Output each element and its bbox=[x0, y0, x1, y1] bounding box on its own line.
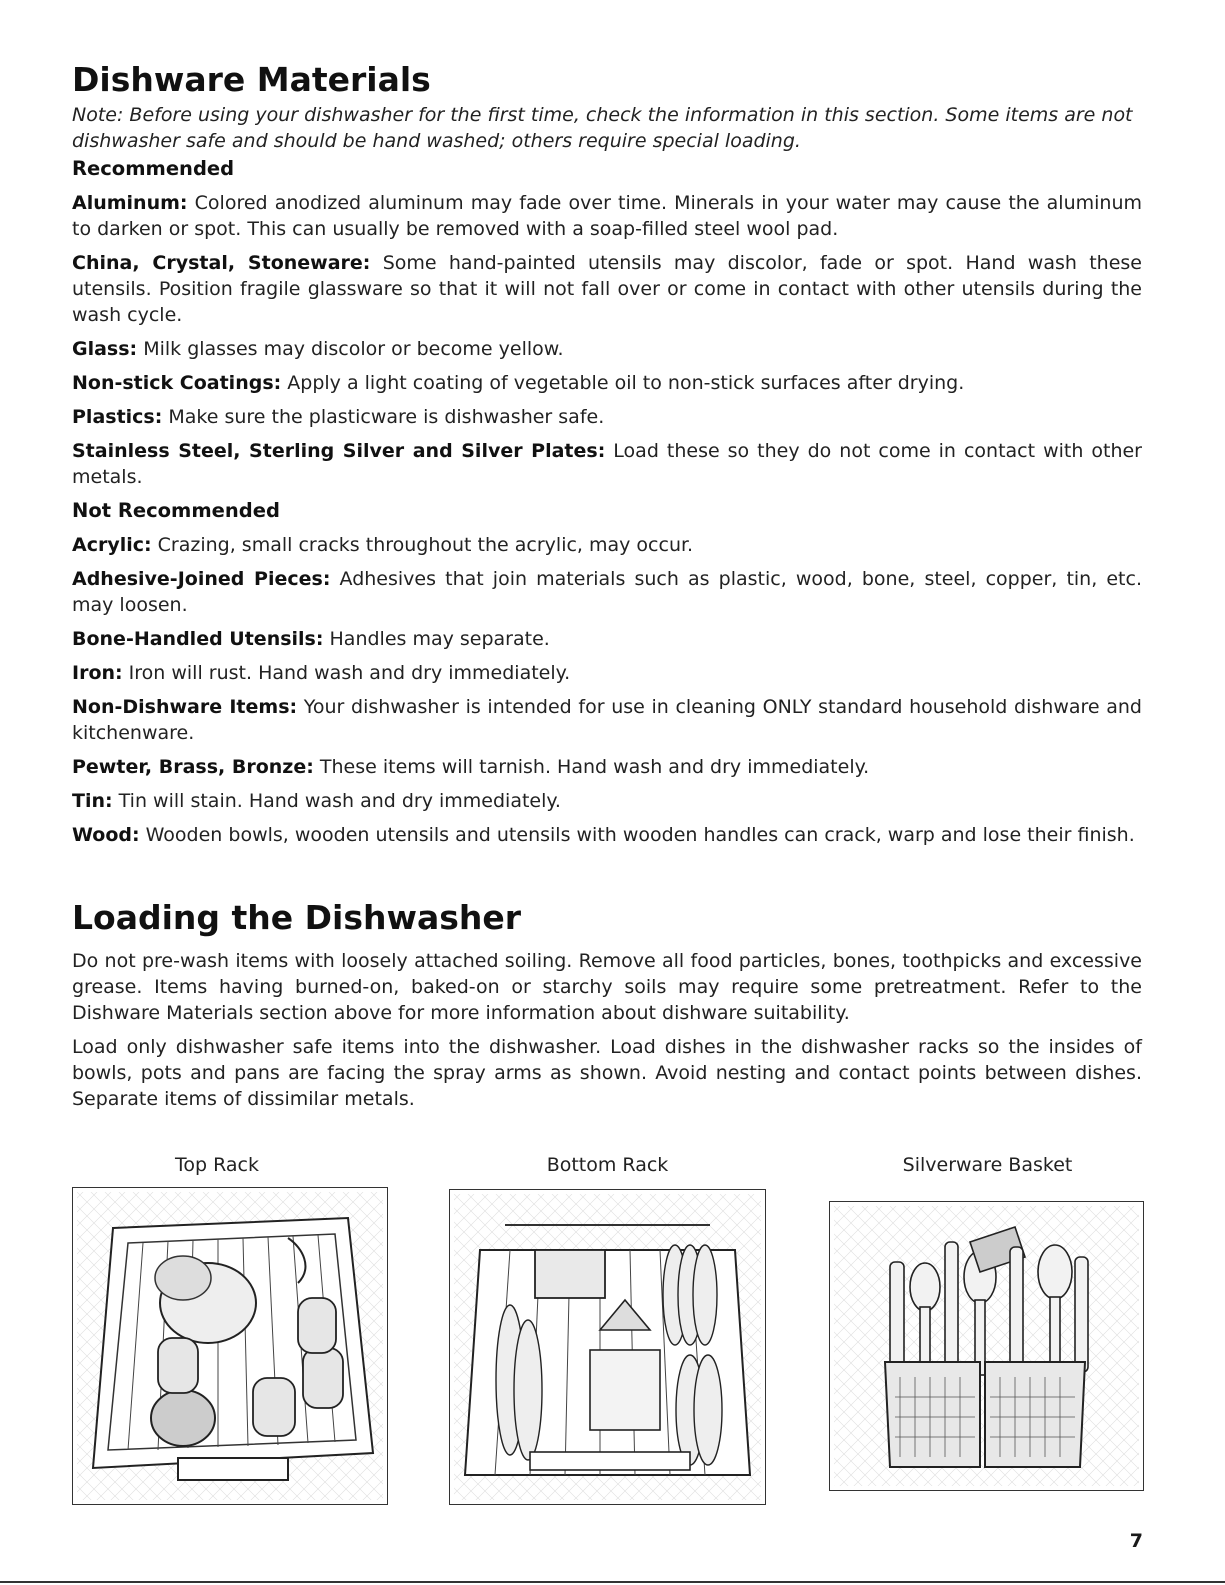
bottom-rack-illustration bbox=[449, 1189, 766, 1505]
figure-top-rack bbox=[72, 1153, 389, 1177]
material-item: Glass: Milk glasses may discolor or become yellow. bbox=[72, 338, 564, 360]
material-item: China, Crystal, Stoneware: Some hand-painted utensils may discolor, fade or spot. Hand wash these utensils. Position fragile glassware so that it will not fall over or come in contact with other utensils during the wash cycle. bbox=[72, 252, 1142, 326]
caption-silverware-basket: Silverware Basket bbox=[902, 1154, 1073, 1176]
materials-note: Note: Before using your dishwasher for the first time, check the information in this section. Some items are not dishwasher safe and should be hand washed; others require special loading. bbox=[72, 104, 1133, 152]
top-rack-illustration bbox=[72, 1187, 388, 1505]
section-title-loading: Loading the Dishwasher bbox=[72, 898, 522, 937]
loading-paragraph-2: Load only dishwasher safe items into the dishwasher. Load dishes in the dishwasher racks so the insides of bowls, pots and pans are facing the spray arms as shown. Avoid nesting and contact points between dishes. Separate items of dissimilar metals. bbox=[72, 1036, 1142, 1110]
recommended-heading: Recommended bbox=[72, 157, 235, 180]
material-item: Pewter, Brass, Bronze: These items will tarnish. Hand wash and dry immediately. bbox=[72, 756, 870, 778]
loading-paragraph-1: Do not pre-wash items with loosely attached soiling. Remove all food particles, bones, toothpicks and excessive grease. Items having burned-on, baked-on or starchy soils may require some pretreatment. Refer to the Dishware Materials section above for more information about dishware suitability. bbox=[72, 950, 1142, 1024]
material-item: Aluminum: Colored anodized aluminum may fade over time. Minerals in your water may cause the aluminum to darken or spot. This can usually be removed with a soap-filled steel wool pad. bbox=[72, 192, 1142, 240]
material-item: Iron: Iron will rust. Hand wash and dry immediately. bbox=[72, 662, 571, 684]
material-item: Wood: Wooden bowls, wooden utensils and utensils with wooden handles can crack, warp and lose their finish. bbox=[72, 824, 1135, 846]
material-item: Non-stick Coatings: Apply a light coating of vegetable oil to non-stick surfaces after drying. bbox=[72, 372, 965, 394]
section-title-dishware-materials: Dishware Materials bbox=[72, 60, 431, 99]
loading-section bbox=[72, 896, 1142, 1112]
rack-figures bbox=[72, 1153, 1144, 1513]
material-item: Acrylic: Crazing, small cracks throughout the acrylic, may occur. bbox=[72, 534, 694, 556]
material-item: Bone-Handled Utensils: Handles may separate. bbox=[72, 628, 550, 650]
figure-bottom-rack bbox=[449, 1153, 766, 1177]
page-number: 7 bbox=[1129, 1530, 1143, 1552]
material-item: Stainless Steel, Sterling Silver and Silver Plates: Load these so they do not come in contact with other metals. bbox=[72, 440, 1142, 488]
material-item: Plastics: Make sure the plasticware is dishwasher safe. bbox=[72, 406, 605, 428]
caption-bottom-rack: Bottom Rack bbox=[546, 1154, 669, 1176]
bottom-rule bbox=[0, 1581, 1225, 1583]
caption-top-rack: Top Rack bbox=[175, 1154, 259, 1176]
material-item: Adhesive-Joined Pieces: Adhesives that join materials such as plastic, wood, bone, steel, copper, tin, etc. may loosen. bbox=[72, 568, 1142, 616]
material-item: Tin: Tin will stain. Hand wash and dry immediately. bbox=[72, 790, 561, 812]
silverware-basket-illustration bbox=[829, 1201, 1144, 1491]
material-item: Non-Dishware Items: Your dishwasher is intended for use in cleaning ONLY standard household dishware and kitchenware. bbox=[72, 696, 1142, 744]
not-recommended-heading: Not Recommended bbox=[72, 499, 280, 522]
page-content bbox=[72, 58, 1142, 1120]
figure-silverware-basket bbox=[829, 1153, 1146, 1177]
